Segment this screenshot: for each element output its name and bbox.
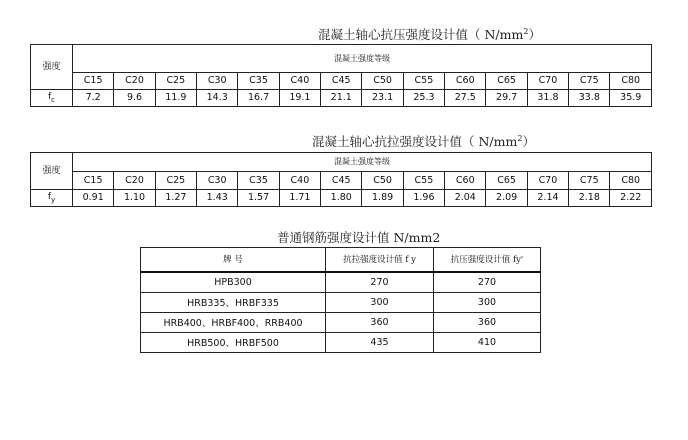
table3-title: 普通钢筋强度设计值 N/mm2 <box>277 230 441 245</box>
grade-header-c55: C55 <box>403 172 444 190</box>
value-cell: 16.7 <box>238 90 279 107</box>
grade-header-c50: C50 <box>362 172 403 190</box>
grade-header-c15: C15 <box>73 73 114 90</box>
grade-header-c45: C45 <box>321 73 362 90</box>
value-cell: 2.22 <box>610 190 652 207</box>
grade-header-c70: C70 <box>527 73 568 90</box>
value-cell: 21.1 <box>321 90 362 107</box>
value-cell: 2.18 <box>569 190 610 207</box>
strength-label: 强度 <box>31 45 73 90</box>
grade-header-c40: C40 <box>279 172 320 190</box>
grade-header-c20: C20 <box>114 172 155 190</box>
fy-symbol: $f_y$ <box>31 190 73 207</box>
grade-header-c60: C60 <box>445 73 486 90</box>
value-cell: 1.43 <box>197 190 238 207</box>
value-cell: 31.8 <box>527 90 568 107</box>
table2-title <box>312 132 535 150</box>
grade-header-c20: C20 <box>114 73 155 90</box>
value-cell: 2.14 <box>527 190 568 207</box>
value-cell: 2.09 <box>486 190 527 207</box>
grade-header-c35: C35 <box>238 172 279 190</box>
table-row <box>141 272 541 293</box>
grade-header-c25: C25 <box>155 172 196 190</box>
value-cell: 23.1 <box>362 90 403 107</box>
value-cell: 1.80 <box>321 190 362 207</box>
table-row <box>141 332 541 352</box>
rebar-grade-cell: HRB335、HRBF335 <box>141 292 326 312</box>
tensile-value-cell: 300 <box>326 292 434 312</box>
value-cell: 11.9 <box>155 90 196 107</box>
table1-title-sup: 2 <box>523 26 529 36</box>
rebar-grade-cell: HRB500、HRBF500 <box>141 332 326 352</box>
grade-header-c75: C75 <box>569 73 610 90</box>
grade-header-c25: C25 <box>155 73 196 90</box>
value-cell: 14.3 <box>197 90 238 107</box>
table1-title-close: ） <box>528 27 541 42</box>
value-cell: 1.27 <box>155 190 196 207</box>
grade-header-c80: C80 <box>610 73 652 90</box>
rebar-strength-table <box>140 247 541 353</box>
grade-header-c45: C45 <box>321 172 362 190</box>
table2-title-text: 混凝土轴心抗拉强度设计值（ N/mm <box>312 134 518 149</box>
header-grade: 牌 号 <box>141 248 326 272</box>
grade-header-c30: C30 <box>197 73 238 90</box>
value-cell: 1.71 <box>279 190 320 207</box>
grade-header-c75: C75 <box>569 172 610 190</box>
value-cell: 25.3 <box>403 90 444 107</box>
table1-title-text: 混凝土轴心抗压强度设计值（ N/mm <box>318 27 524 42</box>
compressive-strength-table <box>30 44 652 107</box>
tensile-value-cell: 270 <box>326 272 434 293</box>
value-cell: 27.5 <box>445 90 486 107</box>
value-cell: 2.04 <box>445 190 486 207</box>
rebar-grade-cell: HPB300 <box>141 272 326 293</box>
grade-header-c30: C30 <box>197 172 238 190</box>
concrete-grade-caption: 混凝土强度等级 <box>73 153 652 172</box>
compressive-value-cell: 300 <box>434 292 541 312</box>
value-cell: 9.6 <box>114 90 155 107</box>
grade-header-c80: C80 <box>610 172 652 190</box>
table-row <box>141 312 541 332</box>
value-cell: 1.10 <box>114 190 155 207</box>
header-compressive: 抗压强度设计值 fy' <box>434 248 541 272</box>
value-cell: 29.7 <box>486 90 527 107</box>
grade-header-c15: C15 <box>73 172 114 190</box>
grade-header-c65: C65 <box>486 73 527 90</box>
value-cell: 1.57 <box>238 190 279 207</box>
compressive-value-cell: 410 <box>434 332 541 352</box>
grade-header-c65: C65 <box>486 172 527 190</box>
compressive-value-cell: 360 <box>434 312 541 332</box>
table2-title-close: ） <box>522 134 535 149</box>
table1-title <box>318 25 541 43</box>
table2-title-sup: 2 <box>517 133 523 143</box>
value-cell: 1.96 <box>403 190 444 207</box>
grade-header-c60: C60 <box>445 172 486 190</box>
concrete-grade-caption: 混凝土强度等级 <box>73 45 652 73</box>
value-cell: 35.9 <box>610 90 652 107</box>
strength-label: 强度 <box>31 153 73 190</box>
table-row <box>141 292 541 312</box>
grade-header-c70: C70 <box>527 172 568 190</box>
value-cell: 33.8 <box>569 90 610 107</box>
value-cell: 1.89 <box>362 190 403 207</box>
value-cell: 0.91 <box>73 190 114 207</box>
header-tensile: 抗拉强度设计值 f y <box>326 248 434 272</box>
fc-symbol: $f_c$ <box>31 90 73 107</box>
tensile-strength-table <box>30 152 652 207</box>
rebar-grade-cell: HRB400、HRBF400、RRB400 <box>141 312 326 332</box>
grade-header-c50: C50 <box>362 73 403 90</box>
grade-header-c55: C55 <box>403 73 444 90</box>
value-cell: 19.1 <box>279 90 320 107</box>
grade-header-c35: C35 <box>238 73 279 90</box>
compressive-value-cell: 270 <box>434 272 541 293</box>
value-cell: 7.2 <box>73 90 114 107</box>
tensile-value-cell: 435 <box>326 332 434 352</box>
grade-header-c40: C40 <box>279 73 320 90</box>
tensile-value-cell: 360 <box>326 312 434 332</box>
